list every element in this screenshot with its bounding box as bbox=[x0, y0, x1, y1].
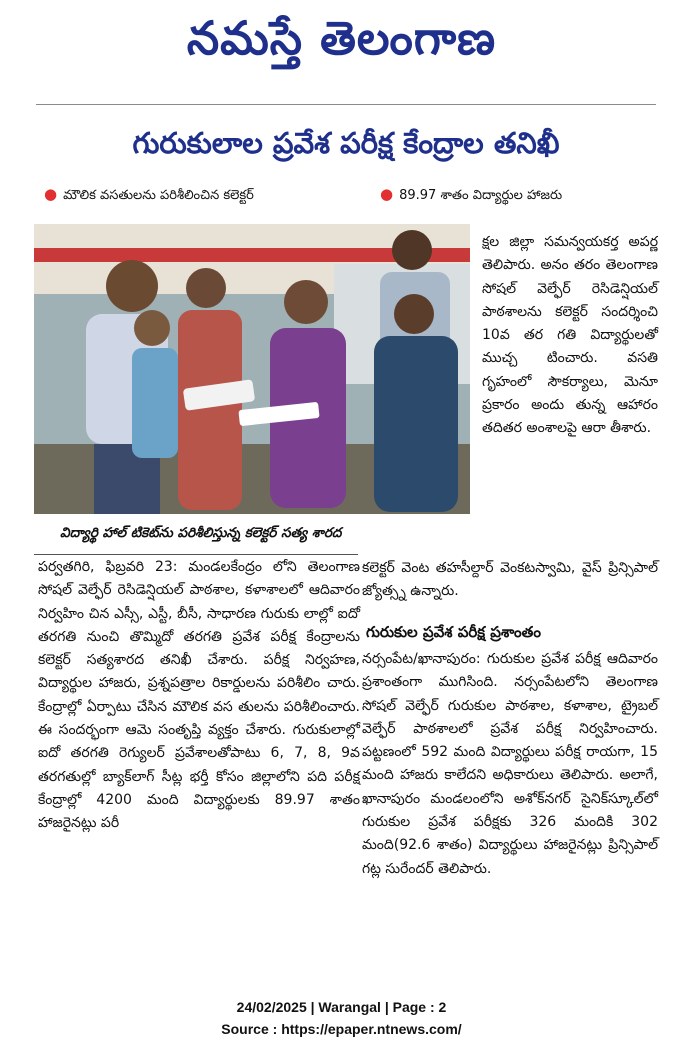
bullet-icon: ● bbox=[44, 185, 58, 203]
newspaper-masthead: నమస్తే తెలంగాణ bbox=[186, 11, 497, 65]
article-column-right-top bbox=[482, 231, 658, 441]
article-paragraph: కలెక్టర్ వెంట తహసీల్దార్ వెంకటస్వామి, వైస్ ప్రిన్సిపాల్ జ్యోత్స్న ఉన్నారు. bbox=[362, 560, 658, 600]
caption-divider bbox=[34, 554, 358, 555]
highlight-item bbox=[380, 180, 562, 210]
article-column-right-bottom bbox=[362, 648, 658, 881]
highlights-bar bbox=[44, 180, 656, 208]
article-subheading: గురుకుల ప్రవేశ పరీక్ష ప్రశాంతం bbox=[366, 623, 541, 641]
footer-date-edition: 24/02/2025 | Warangal | Page : 2 bbox=[236, 999, 447, 1015]
article-paragraph: క్షల జిల్లా సమన్వయకర్త అపర్ణ తెలిపారు. అనం తరం తెలంగాణ సోషల్ వెల్ఫేర్ రెసిడెన్షియల్ పాఠశాలను కలెక్టర్ సందర్శించి 10వ తర గతి విద్యార్థులతో ముచ్చ టించారు. వసతి గృహంలో సౌకర్యాలు, మెనూ ప్రకారం అందు తున్న ఆహారం తదితర అంశాలపై ఆరా తీశారు. bbox=[482, 234, 658, 437]
footer-source-link[interactable]: Source : https://epaper.ntnews.com/ bbox=[221, 1021, 462, 1037]
highlight-text: 89.97 శాతం విద్యార్థుల హాజరు bbox=[399, 188, 563, 203]
photo-caption: విద్యార్థి హాల్ టికెట్‌ను పరిశీలిస్తున్న కలెక్టర్ సత్య శారద bbox=[60, 525, 342, 541]
article-column-left bbox=[38, 556, 360, 836]
news-photo bbox=[34, 224, 470, 514]
highlight-text: మౌలిక వసతులను పరిశీలించిన కలెక్టర్ bbox=[63, 188, 254, 203]
article-column-right-mid bbox=[362, 557, 658, 604]
news-photo-illustration bbox=[34, 224, 470, 514]
masthead-divider bbox=[36, 104, 656, 105]
article-paragraph: నర్సంపేట/ఖానాపురం: గురుకుల ప్రవేశ పరీక్ష ఆదివారం ప్రశాంతంగా ముగిసింది. నర్సంపేటలోని తెలంగాణ సోషల్ వెల్ఫేర్ గురుకుల పాఠశాల, కళాశాల, ట్రైబల్ వెల్ఫేర్ పాఠశాలలో ప్రవేశ పరీక్ష నిర్వహించారు. పట్టణంలో 592 మంది విద్యార్థులు పరీక్ష రాయగా, 15 మంది హాజరు కాలేదని అధికారులు తెలిపారు. అలాగే, ఖానాపురం మండలంలోని అశోక్‌నగర్ సైనిక్‌స్కూల్‌లో గురుకుల ప్రవేశ పరీక్షకు 326 మందికి 302 మంది(92.6 శాతం) విద్యార్థులు హాజరైనట్లు ప్రిన్సిపాల్ గట్ల సురేందర్ తెలిపారు. bbox=[362, 651, 658, 877]
highlight-item bbox=[44, 180, 254, 210]
bullet-icon: ● bbox=[380, 185, 394, 203]
article-headline: గురుకులాల ప్రవేశ పరీక్ష కేంద్రాల తనిఖీ bbox=[132, 126, 560, 160]
article-paragraph: పర్వతగిరి, ఫిబ్రవరి 23: మండలకేంద్రం లోని తెలంగాణ సోషల్ వెల్ఫేర్ రెసిడెన్షియల్ పాఠశాల, కళాశాలలో ఆదివారం నిర్వహిం చిన ఎస్సీ, ఎస్టీ, బీసీ, సాధారణ గురుకు లాల్లో ఐదో తరగతి నుంచి తొమ్మిదో తరగతి ప్రవేశ పరీక్ష కేంద్రాలను కలెక్టర్ సత్యశారద తనిఖీ చేశారు. పరీక్ష నిర్వహణ, విద్యార్థుల హాజరు, ప్రశ్నపత్రాల రికార్డులను పరిశీలిం చారు. కేంద్రాల్లో ఏర్పాటు చేసిన మౌలిక వస తులను పరిశీలించారు. ఈ సందర్భంగా ఆమె సంతృప్తి వ్యక్తం చేశారు. గురుకులాల్లో ఐదో తరగతి రెగ్యులర్ ప్రవేశాలతోపాటు 6, 7, 8, 9వ తరగతుల్లో బ్యాక్‌లాగ్ సీట్ల భర్తీ కోసం జిల్లాలోని పది పరీక్ష కేంద్రాల్లో 4200 మంది విద్యార్థులకు 89.97 శాతం హాజరైనట్లు పరీ bbox=[38, 559, 360, 832]
